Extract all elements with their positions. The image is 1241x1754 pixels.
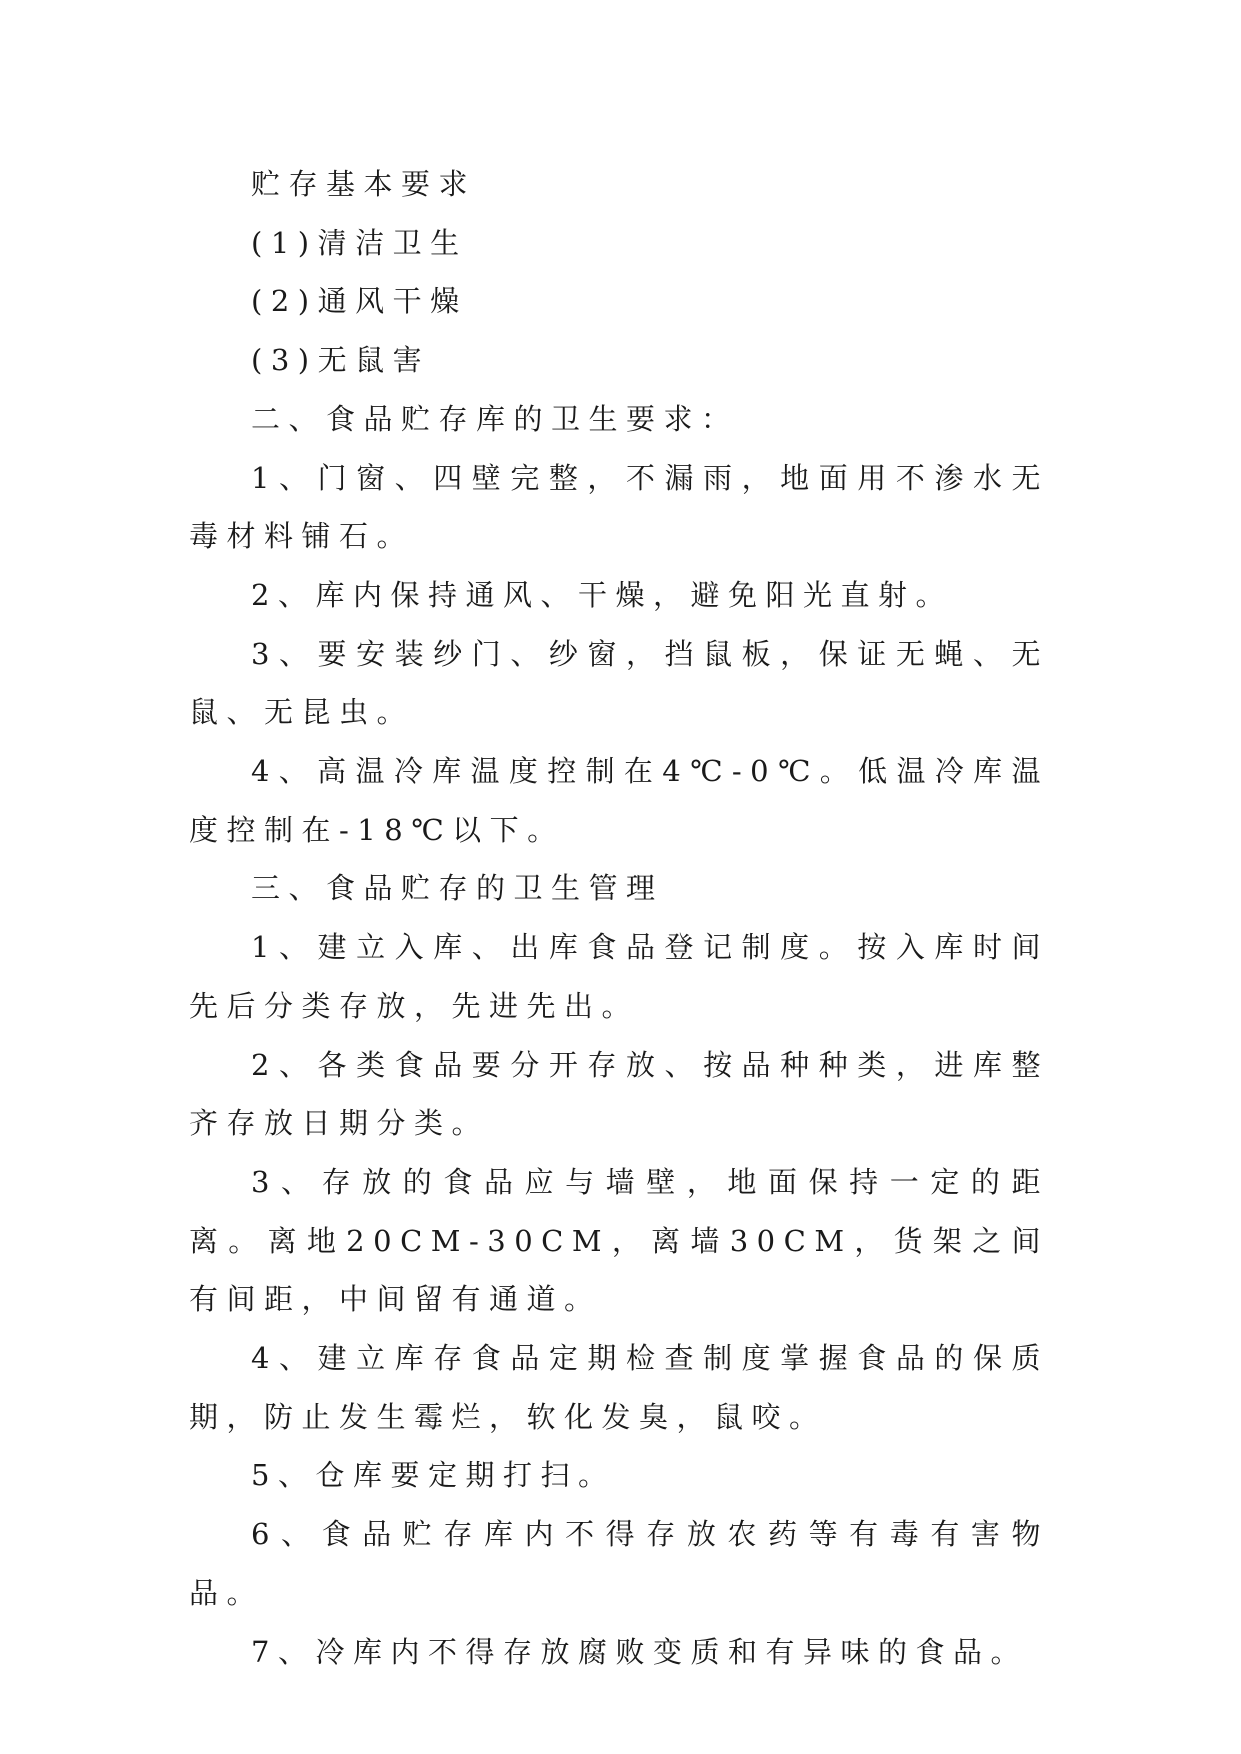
section-3-item-5: 5、仓库要定期打扫。 <box>251 1458 616 1493</box>
section-3-item-3: 3、存放的食品应与墙壁，地面保持一定的距离。离地20CM-30CM，离墙30CM，货架之间有间距，中间留有通道。 <box>189 1164 1049 1317</box>
section-3-item-1: 1、建立入库、出库食品登记制度。按入库时间先后分类存放，先进先出。 <box>189 930 1049 1023</box>
section-2-item-2: 2、库内保持通风、干燥，避免阳光直射。 <box>251 577 953 612</box>
section-3-item-6: 6、食品贮存库内不得存放农药等有毒有害物品。 <box>189 1517 1049 1610</box>
requirement-item-2: (2)通风干燥 <box>251 284 468 319</box>
section-2-item-3: 3、要安装纱门、纱窗，挡鼠板，保证无蝇、无鼠、无昆虫。 <box>189 636 1049 730</box>
section-heading-3: 三、食品贮存的卫生管理 <box>251 871 664 906</box>
section-2-item-1: 1、门窗、四壁完整，不漏雨，地面用不渗水无毒材料铺石。 <box>189 460 1049 554</box>
section-3-item-4: 4、建立库存食品定期检查制度掌握食品的保质期，防止发生霉烂，软化发臭，鼠咬。 <box>189 1341 1049 1434</box>
section-3-item-2: 2、各类食品要分开存放、按品种种类，进库整齐存放日期分类。 <box>189 1047 1049 1141</box>
section-2-item-4: 4、高温冷库温度控制在4℃-0℃。低温冷库温度控制在-18℃以下。 <box>189 754 1049 847</box>
section-3-item-7: 7、冷库内不得存放腐败变质和有异味的食品。 <box>251 1634 1028 1669</box>
requirement-item-1: (1)清洁卫生 <box>251 225 468 260</box>
requirement-item-3: (3)无鼠害 <box>251 343 431 378</box>
document-body <box>189 155 1049 1681</box>
section-heading-2: 二、食品贮存库的卫生要求： <box>251 401 739 436</box>
storage-requirements-heading: 贮存基本要求 <box>251 167 477 201</box>
